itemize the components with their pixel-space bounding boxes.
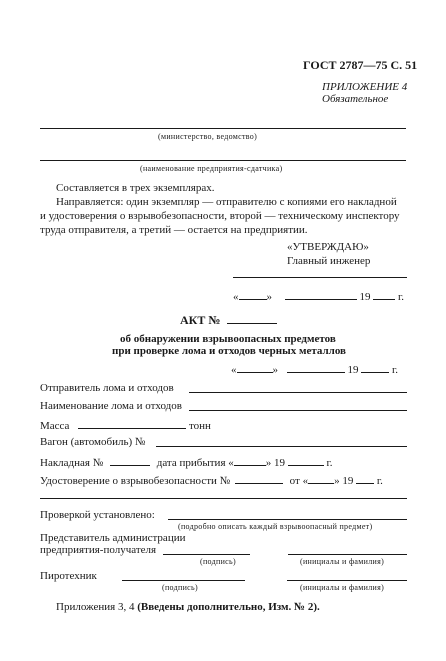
enterprise-label: (наименование предприятия-сдатчика) [140,164,283,173]
approve-date [233,289,404,303]
act-date [231,362,398,376]
sender-field[interactable] [189,392,407,393]
mass-label: Масса [40,420,70,432]
approve-role: Главный инженер [287,255,371,267]
name-label: Наименование лома и отходов [40,400,182,412]
approve-year-field[interactable] [373,289,395,300]
admin-name-hint: (инициалы и фамилия) [300,557,385,566]
act-subtitle-1: об обнаружении взрывоопасных предметов [120,333,336,345]
approve-signature-line[interactable] [233,277,407,278]
pyro-name-field[interactable] [287,580,407,581]
quote-open: « [231,364,237,376]
arrival-day-field[interactable] [234,455,266,466]
approve-title: «УТВЕРЖДАЮ» [287,241,369,253]
quote-close: » [272,364,278,376]
mass-unit: тонн [188,420,211,432]
name-field[interactable] [189,410,407,411]
mass-field[interactable] [78,418,186,429]
copies-text: Составляется в трех экземплярах. [56,182,215,194]
footer-note [56,601,320,613]
act-number-field[interactable] [227,313,277,324]
gost-reference: ГОСТ 2787—75 С. 51 [303,58,418,72]
admin-name-field[interactable] [288,554,407,555]
act-year-prefix: 19 [347,364,359,376]
approve-year-suffix: г. [398,291,405,303]
check-hint: (подробно описать каждый взрывоопасный предмет) [178,522,373,531]
wagon-field[interactable] [156,446,407,447]
invoice-row [40,455,333,469]
check-field[interactable] [168,519,407,520]
act-subtitle-2: при проверке лома и отходов черных металлов [112,345,346,357]
act-title [180,313,277,328]
arrival-year-suffix: г. [326,457,333,469]
pyro-label: Пиротехник [40,570,97,582]
cert-year-suffix: г. [376,475,383,487]
arrival-label: дата прибытия « [156,457,234,469]
invoice-label: Накладная № [40,457,104,469]
act-year-suffix: г. [392,364,399,376]
cert-extra-line[interactable] [40,498,407,499]
cert-label: Удостоверение о взрывобезопасности № [40,475,231,487]
arrival-year-prefix: 19 [274,457,286,469]
admin-sign-hint: (подпись) [200,557,236,566]
arrival-year-field[interactable] [288,455,324,466]
approve-year-prefix: 19 [359,291,371,303]
ministry-line[interactable] [40,128,406,129]
act-day-field[interactable] [237,362,273,373]
act-month-field[interactable] [287,362,345,373]
quote-close: » [334,475,340,487]
cert-from-label: от « [289,475,309,487]
approve-day-field[interactable] [239,289,267,300]
pyro-sign-hint: (подпись) [162,583,198,592]
check-label: Проверкой установлено: [40,509,155,521]
enterprise-line[interactable] [40,160,406,161]
footer-text: Приложения 3, 4 [56,601,138,613]
cert-day-field[interactable] [308,473,334,484]
send-text-3: труда отправителя, а третий — остается на предприятии. [40,224,308,236]
appendix-mandatory: Обязательное [322,93,389,105]
send-text-2: и удостоверения о взрывобезопасности, второй — техническому инспектору [40,210,400,222]
appendix-number: ПРИЛОЖЕНИЕ 4 [322,81,408,93]
invoice-field[interactable] [110,455,150,466]
send-text-1: Направляется: один экземпляр — отправителю с копиями его накладной [56,196,397,208]
footer-bold: (Введены дополнительно, Изм. № 2). [137,601,320,613]
quote-close: » [265,457,272,469]
mass-row [40,418,211,432]
wagon-label: Вагон (автомобиль) № [40,436,146,448]
pyro-name-hint: (инициалы и фамилия) [300,583,385,592]
admin-sign-field[interactable] [163,554,250,555]
cert-year-field[interactable] [356,473,374,484]
admin-label-2: предприятия-получателя [40,544,157,556]
cert-row [40,473,383,487]
ministry-label: (министерство, ведомство) [158,132,258,141]
act-title-text: АКТ № [180,313,221,327]
pyro-sign-field[interactable] [122,580,245,581]
cert-number-field[interactable] [235,473,283,484]
act-year-field[interactable] [361,362,389,373]
cert-year-prefix: 19 [342,475,354,487]
quote-close: » [266,291,272,303]
sender-label: Отправитель лома и отходов [40,382,174,394]
quote-open: « [233,291,239,303]
admin-label-1: Представитель администрации [40,532,186,544]
approve-month-field[interactable] [285,289,357,300]
